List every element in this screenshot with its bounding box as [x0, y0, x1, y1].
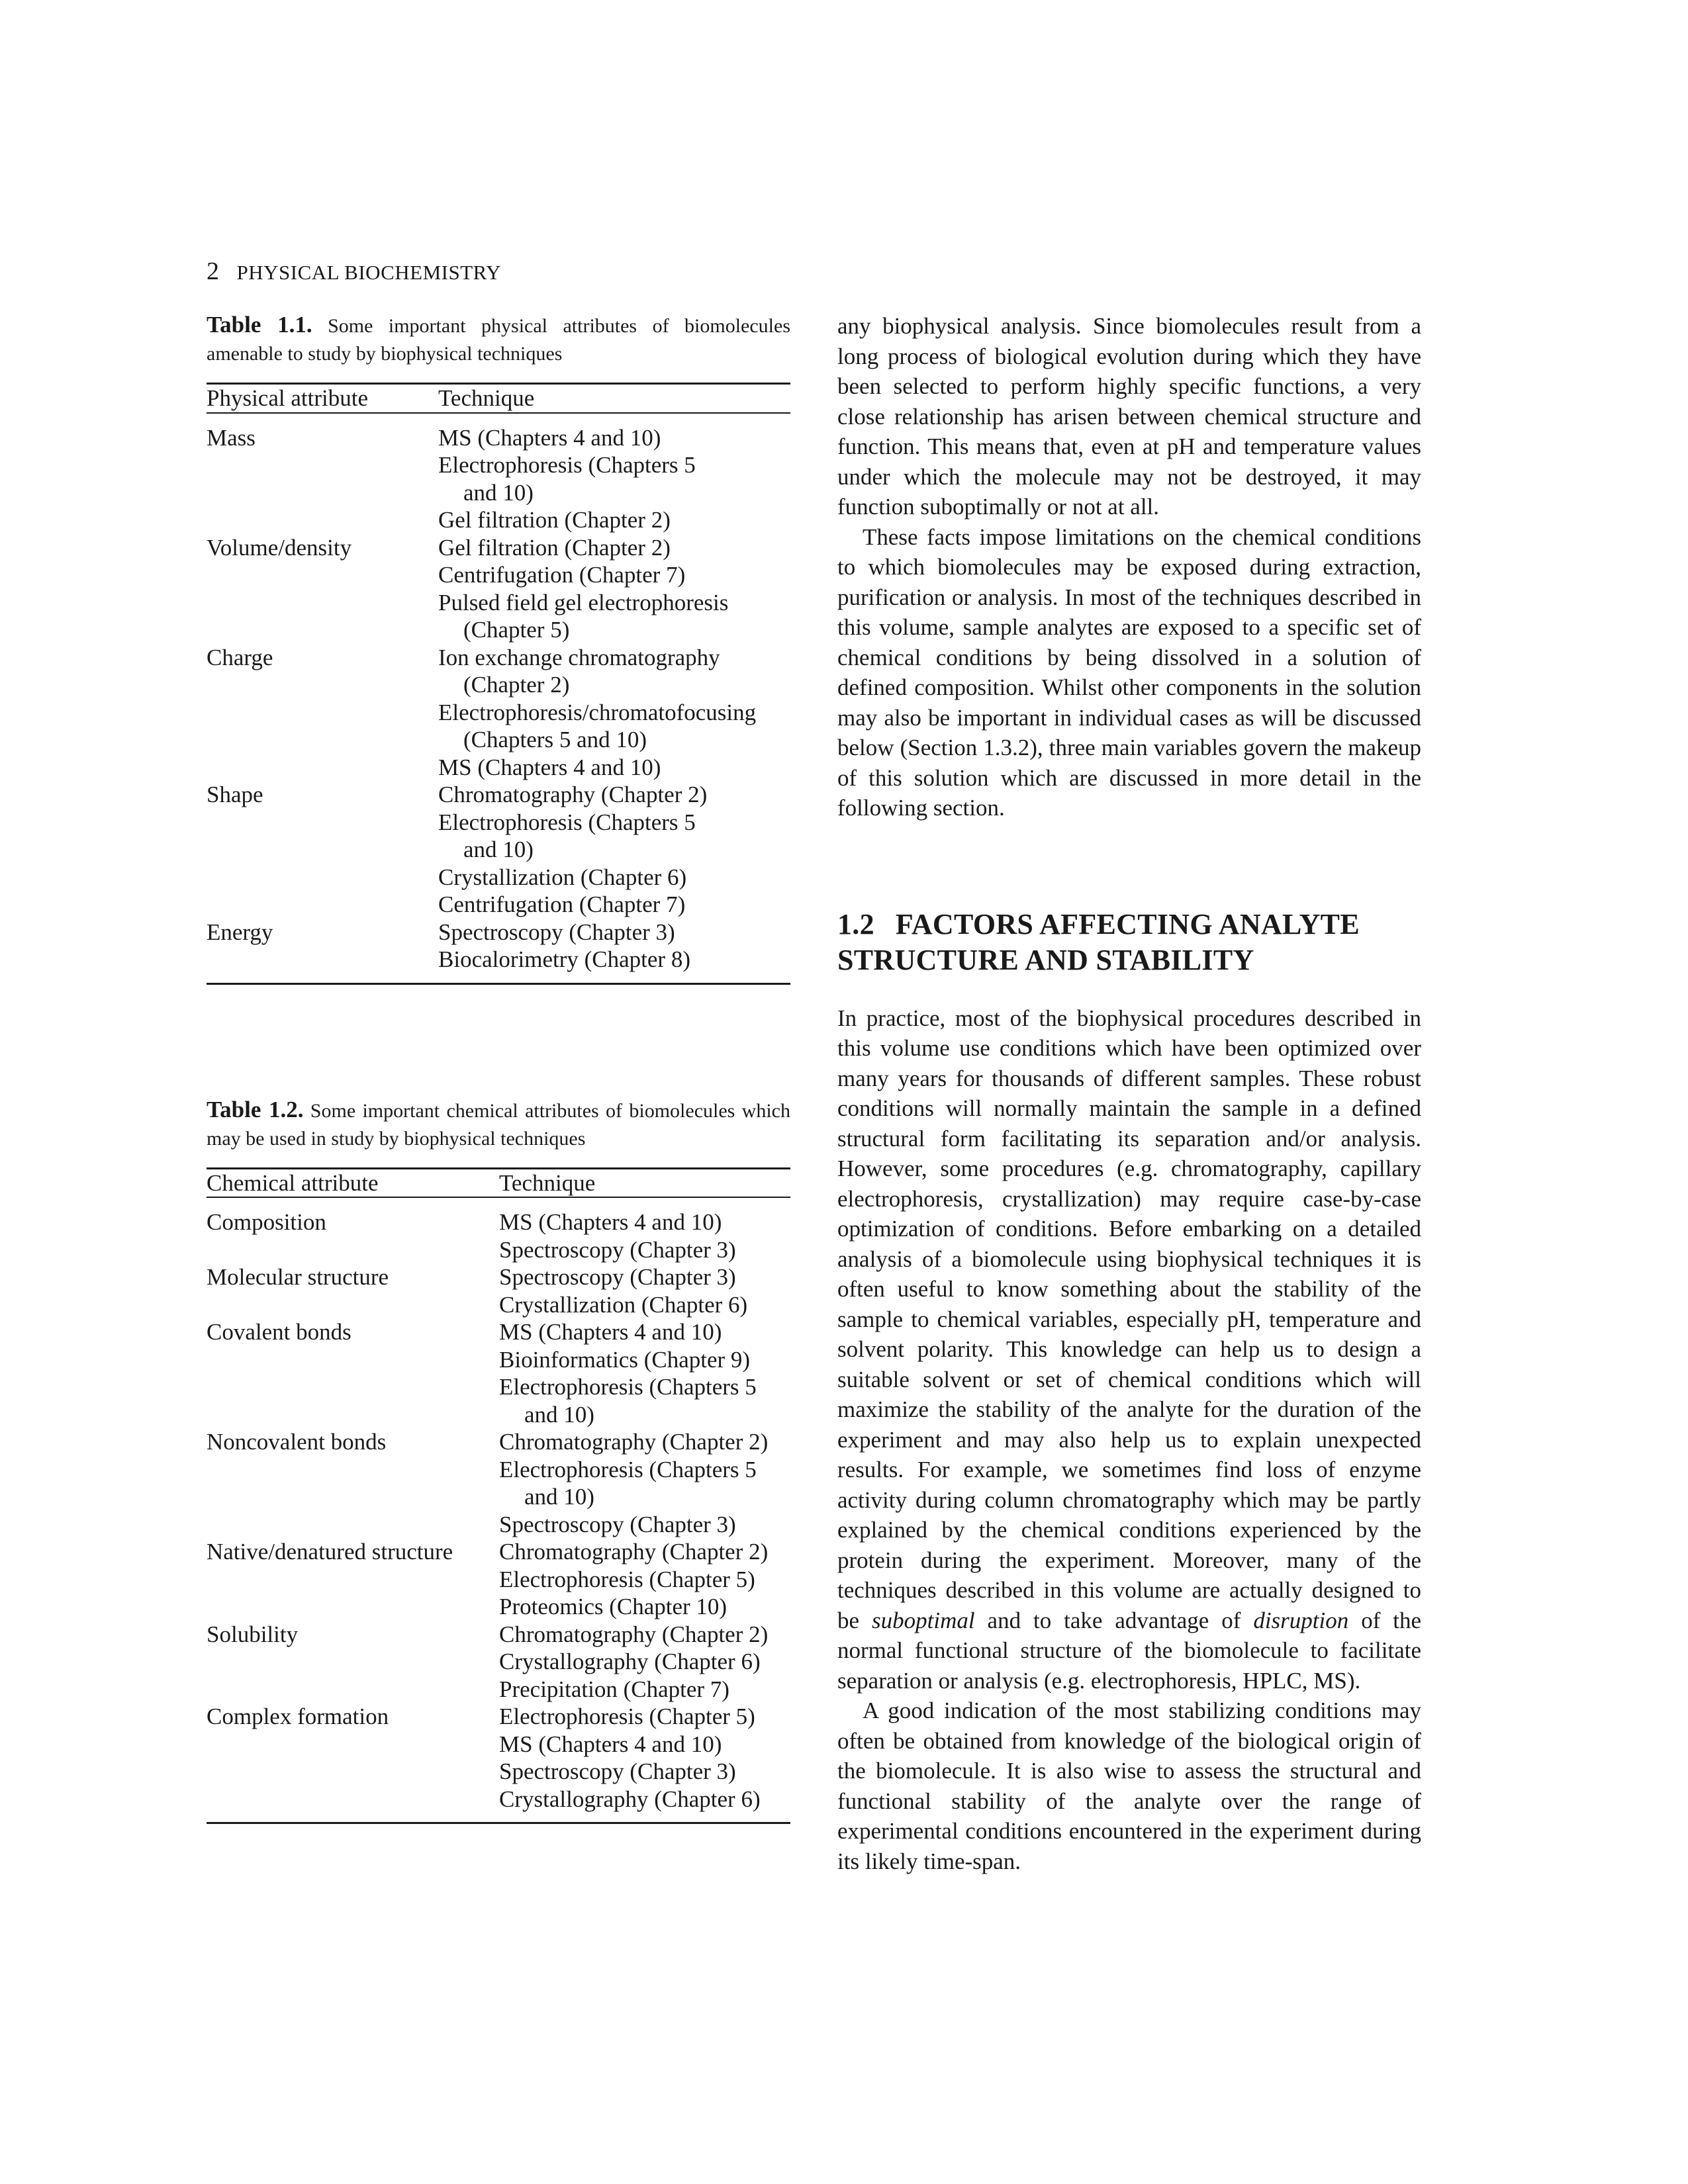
table1-technique-cell — [438, 781, 790, 919]
paragraph-3 — [837, 1003, 1421, 1696]
table2-attribute-cell: Composition — [207, 1209, 326, 1235]
table1-technique-line: Ion exchange chromatography — [438, 644, 720, 670]
table1-technique-line: and 10) — [463, 837, 534, 862]
table1-technique-line: MS (Chapters 4 and 10) — [438, 754, 661, 780]
table2-technique-line: Chromatography (Chapter 2) — [499, 1539, 769, 1565]
table1-attribute-cell: Charge — [207, 644, 273, 670]
paragraph-3-emphasis-2: disruption — [1253, 1607, 1349, 1633]
table2-row — [207, 1621, 790, 1704]
table2-technique-line: Electrophoresis (Chapters 5 — [499, 1456, 757, 1482]
section-heading — [837, 907, 1421, 978]
table2-attribute-cell: Covalent bonds — [207, 1319, 352, 1345]
table2-technique-cell — [499, 1263, 790, 1318]
table2-technique-line: Bioinformatics (Chapter 9) — [499, 1346, 751, 1373]
table1-technique-cell — [438, 534, 790, 644]
table2-technique-line: Proteomics (Chapter 10) — [499, 1594, 727, 1619]
table2-technique-line: MS (Chapters 4 and 10) — [499, 1209, 722, 1235]
table1-technique-line: Gel filtration (Chapter 2) — [438, 507, 671, 533]
table2-technique-line: Electrophoresis (Chapters 5 — [499, 1374, 757, 1400]
paragraph-2: These facts impose limitations on the chemical conditions to which biomolecules may be exposed during extraction, purification or analysis. In most of the techniques described in this volume, sample analytes are exposed to a specific set of chemical conditions by being dissolved in a solution of defined composition. Whilst other components in the solution may also be important in individual cases as will be discussed below (Section 1.3.2), three main variables govern the makeup of this solution which are discussed in more detail in the following section. — [837, 523, 1421, 821]
table2-row — [207, 1318, 790, 1428]
table1-technique-line: (Chapter 2) — [463, 672, 570, 698]
table1-technique-line: (Chapter 5) — [463, 617, 570, 643]
section-title: FACTORS AFFECTING ANALYTE STRUCTURE AND STABILITY — [837, 907, 1360, 976]
running-title: PHYSICAL BIOCHEMISTRY — [236, 261, 501, 284]
table2-attribute-cell: Molecular structure — [207, 1264, 389, 1290]
table1-caption — [207, 311, 790, 368]
table2-bottom-rule — [207, 1822, 790, 1824]
table1-attribute-cell: Volume/density — [207, 534, 352, 561]
table1-header-row — [207, 385, 790, 413]
table1-technique-line: Centrifugation (Chapter 7) — [438, 562, 686, 588]
table2-header-row — [207, 1169, 790, 1198]
paragraph-3-emphasis-1: suboptimal — [872, 1607, 975, 1633]
table2-technique-line: Spectroscopy (Chapter 3) — [499, 1236, 736, 1263]
table2-col2-header: Technique — [499, 1169, 596, 1196]
table2-technique-line: and 10) — [524, 1484, 594, 1510]
table2-technique-line: Chromatography (Chapter 2) — [499, 1429, 769, 1455]
table1-col1-header: Physical attribute — [207, 385, 368, 411]
table1-technique-line: Electrophoresis/chromatofocusing — [438, 699, 757, 725]
table2-attribute-cell: Noncovalent bonds — [207, 1429, 387, 1455]
table2-row — [207, 1263, 790, 1318]
table1-col2-header: Technique — [438, 385, 535, 411]
table2-technique-line: Chromatography (Chapter 2) — [499, 1621, 769, 1647]
paragraph-4: A good indication of the most stabilizing conditions may often be obtained from knowledge of the biological origin of the biomolecule. It is also wise to assess the structural and functional stability of the analyte over the range of experimental conditions encountered in the experiment during its likely time-span. — [837, 1698, 1421, 1874]
table2-technique-line: Crystallography (Chapter 6) — [499, 1649, 761, 1674]
table1-technique-line: Spectroscopy (Chapter 3) — [438, 919, 675, 945]
paragraph-3-part-b: and to take advantage of — [987, 1607, 1241, 1633]
table1-row — [207, 644, 790, 782]
page-number: 2 — [207, 257, 220, 285]
table2-technique-line: Spectroscopy (Chapter 3) — [499, 1264, 736, 1290]
table2-attribute-cell: Complex formation — [207, 1704, 389, 1729]
table2-technique-line: Precipitation (Chapter 7) — [499, 1676, 729, 1702]
right-column — [837, 311, 1421, 1876]
table2-col1-header: Chemical attribute — [207, 1169, 379, 1196]
table2-attribute-cell: Solubility — [207, 1621, 299, 1647]
paragraph-3-part-a: In practice, most of the biophysical procedures described in this volume use conditions which have been optimized over many years for thousands of different samples. These robust conditions will normally maintain the sample in a defined structural form facilitating its separation and/or analysis. However, some procedures (e.g. chromatography, capillary electrophoresis, crystallization) may require case-by-case optimization of conditions. Before embarking on a detailed analysis of a biomolecule using biophysical techniques it is often useful to know something about the stability of the sample to chemical variables, especially pH, temperature and solvent polarity. This knowledge can help us to design a suitable solvent or set of chemical conditions which will maximize the stability of the analyte for the duration of the experiment and may also help us to explain unexpected results. For example, we sometimes find loss of enzyme activity during column chromatography which may be partly explained by the chemical conditions experienced by the protein during the experiment. Moreover, many of the techniques described in this volume are actually designed to be — [837, 1005, 1421, 1633]
table1-technique-cell — [438, 644, 790, 782]
table2-technique-line: Electrophoresis (Chapter 5) — [499, 1566, 755, 1592]
running-head — [207, 257, 501, 286]
table1-technique-line: Gel filtration (Chapter 2) — [438, 534, 671, 561]
table2-technique-line: Spectroscopy (Chapter 3) — [499, 1758, 736, 1784]
table2-row — [207, 1197, 790, 1263]
table1 — [207, 385, 790, 974]
table2-attribute-cell: Native/denatured structure — [207, 1539, 453, 1565]
table1-technique-cell — [438, 919, 790, 974]
table2-label: Table 1.2. — [207, 1096, 304, 1122]
table2-caption — [207, 1096, 790, 1153]
section-number: 1.2 — [837, 907, 874, 940]
table1-label: Table 1.1. — [207, 312, 312, 338]
table1-technique-line: Chromatography (Chapter 2) — [438, 782, 708, 807]
table2-caption-text: Some important chemical attributes of biomolecules which may be used in study by biophysical techniques — [207, 1099, 790, 1150]
table1-row — [207, 919, 790, 974]
table1-attribute-cell: Mass — [207, 424, 256, 451]
table2-row — [207, 1703, 790, 1813]
table2-row — [207, 1538, 790, 1621]
table2-technique-cell — [499, 1538, 790, 1621]
table2 — [207, 1169, 790, 1813]
table1-caption-text: Some important physical attributes of biomolecules amenable to study by biophysical techniques — [207, 315, 791, 365]
left-column — [207, 311, 790, 1824]
table2-row — [207, 1428, 790, 1538]
table2-technique-cell — [499, 1428, 790, 1538]
paragraph-1: any biophysical analysis. Since biomolecules result from a long process of biological evolution during which they have been selected to perform highly specific functions, a very close relationship has arisen between chemical structure and function. This means that, even at pH and temperature values under which the molecule may not be destroyed, it may function suboptimally or not at all. — [837, 313, 1421, 520]
table1-technique-line: and 10) — [463, 479, 534, 506]
paragraph-3-part-c: of the normal functional structure of the biomolecule to facilitate separation or analysis (e.g. electrophoresis, HPLC, MS). — [837, 1607, 1422, 1694]
table1-technique-line: Crystallization (Chapter 6) — [438, 864, 687, 890]
table1-technique-line: (Chapters 5 and 10) — [463, 727, 647, 752]
table1-row — [207, 413, 790, 534]
table1-technique-line: Electrophoresis (Chapters 5 — [438, 809, 696, 835]
table2-technique-line: Spectroscopy (Chapter 3) — [499, 1511, 736, 1537]
table1-row — [207, 781, 790, 919]
table2-technique-line: Crystallography (Chapter 6) — [499, 1786, 761, 1812]
table2-technique-cell — [499, 1703, 790, 1813]
table1-attribute-cell: Shape — [207, 782, 263, 807]
table2-technique-cell — [499, 1621, 790, 1704]
table2-technique-line: and 10) — [524, 1401, 594, 1428]
table1-technique-line: Centrifugation (Chapter 7) — [438, 891, 686, 917]
table2-technique-line: Crystallization (Chapter 6) — [499, 1291, 748, 1318]
table1-attribute-cell: Energy — [207, 919, 273, 945]
table1-technique-cell — [438, 413, 790, 534]
table1-technique-line: Biocalorimetry (Chapter 8) — [438, 946, 690, 972]
table1-technique-line: Electrophoresis (Chapters 5 — [438, 452, 696, 478]
table1-technique-line: Pulsed field gel electrophoresis — [438, 589, 729, 615]
table2-technique-line: MS (Chapters 4 and 10) — [499, 1319, 722, 1345]
table2-technique-line: MS (Chapters 4 and 10) — [499, 1731, 722, 1757]
table1-row — [207, 534, 790, 644]
table2-technique-cell — [499, 1318, 790, 1428]
table2-technique-line: Electrophoresis (Chapter 5) — [499, 1704, 755, 1729]
table1-technique-line: MS (Chapters 4 and 10) — [438, 424, 661, 451]
table2-technique-cell — [499, 1197, 790, 1263]
